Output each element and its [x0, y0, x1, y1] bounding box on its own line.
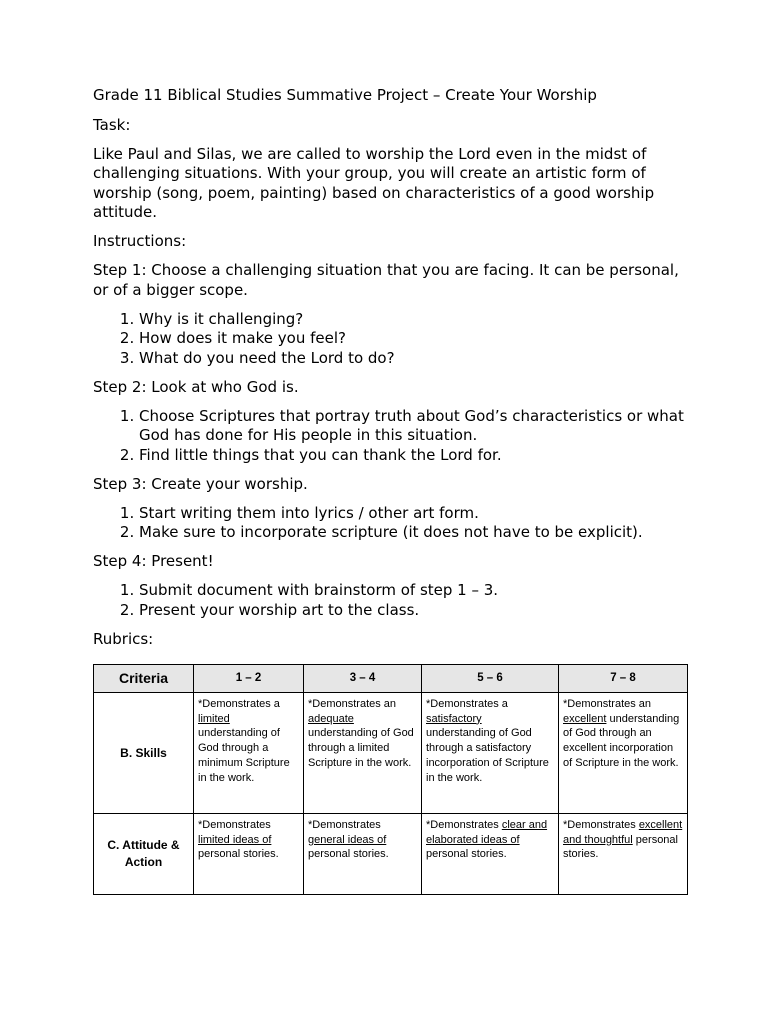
table-row	[94, 693, 688, 814]
skills-cell-3-4: *Demonstrates an adequate understanding of God through a limited Scripture in the work.	[304, 693, 422, 814]
header-score-3-4: 3 – 4	[304, 665, 422, 693]
list-item: 2. Present your worship art to the class.	[139, 601, 693, 621]
skills-cell-1-2: *Demonstrates a limited understanding of God through a minimum Scripture in the work.	[194, 693, 304, 814]
step3-heading: Step 3: Create your worship.	[93, 474, 308, 493]
header-score-5-6: 5 – 6	[422, 665, 559, 693]
list-item: 1. Submit document with brainstorm of step 1 – 3.	[139, 581, 693, 601]
header-score-1-2: 1 – 2	[194, 665, 304, 693]
attitude-cell-7-8: *Demonstrates excellent and thoughtful personal stories.	[559, 814, 688, 895]
document-body	[93, 86, 693, 649]
list-item: 2. Find little things that you can thank the Lord for.	[139, 446, 693, 466]
step3-list	[93, 504, 693, 543]
list-item: 1. Start writing them into lyrics / other art form.	[139, 504, 693, 524]
table-header-row	[94, 665, 688, 693]
attitude-cell-3-4: *Demonstrates general ideas of personal stories.	[304, 814, 422, 895]
step1-heading: Step 1: Choose a challenging situation that you are facing. It can be personal, or of a bigger scope.	[93, 261, 679, 299]
step4-list	[93, 581, 693, 620]
criteria-skills: B. Skills	[94, 693, 194, 814]
list-item: 3. What do you need the Lord to do?	[139, 349, 693, 369]
header-criteria: Criteria	[94, 665, 194, 693]
page-title: Grade 11 Biblical Studies Summative Project – Create Your Worship	[93, 86, 597, 104]
skills-cell-7-8: *Demonstrates an excellent understanding of God through an excellent incorporation of Scripture in the work.	[559, 693, 688, 814]
header-score-7-8: 7 – 8	[559, 665, 688, 693]
instructions-label: Instructions:	[93, 232, 187, 250]
skills-cell-5-6: *Demonstrates a satisfactory understanding of God through a satisfactory incorporation of Scripture in the work.	[422, 693, 559, 814]
step2-list	[93, 407, 693, 466]
list-item: 1. Why is it challenging?	[139, 310, 693, 330]
attitude-cell-1-2: *Demonstrates limited ideas of personal stories.	[194, 814, 304, 895]
task-text: Like Paul and Silas, we are called to worship the Lord even in the midst of challenging situations. With your group, you will create an artistic form of worship (song, poem, painting) based on characteristics of a good worship attitude.	[93, 144, 655, 221]
list-item: 2. How does it make you feel?	[139, 329, 693, 349]
task-label: Task:	[93, 115, 131, 134]
list-item: 2. Make sure to incorporate scripture (it does not have to be explicit).	[139, 523, 693, 543]
table-row	[94, 814, 688, 895]
list-item: 1. Choose Scriptures that portray truth about God’s characteristics or what God has done for His people in this situation.	[139, 407, 693, 446]
attitude-cell-5-6: *Demonstrates clear and elaborated ideas of personal stories.	[422, 814, 559, 895]
rubrics-label: Rubrics:	[93, 629, 154, 648]
step2-heading: Step 2: Look at who God is.	[93, 377, 299, 396]
criteria-attitude-action: C. Attitude & Action	[94, 814, 194, 895]
step1-list	[93, 310, 693, 369]
step4-heading: Step 4: Present!	[93, 552, 214, 570]
rubric-table	[93, 664, 688, 895]
